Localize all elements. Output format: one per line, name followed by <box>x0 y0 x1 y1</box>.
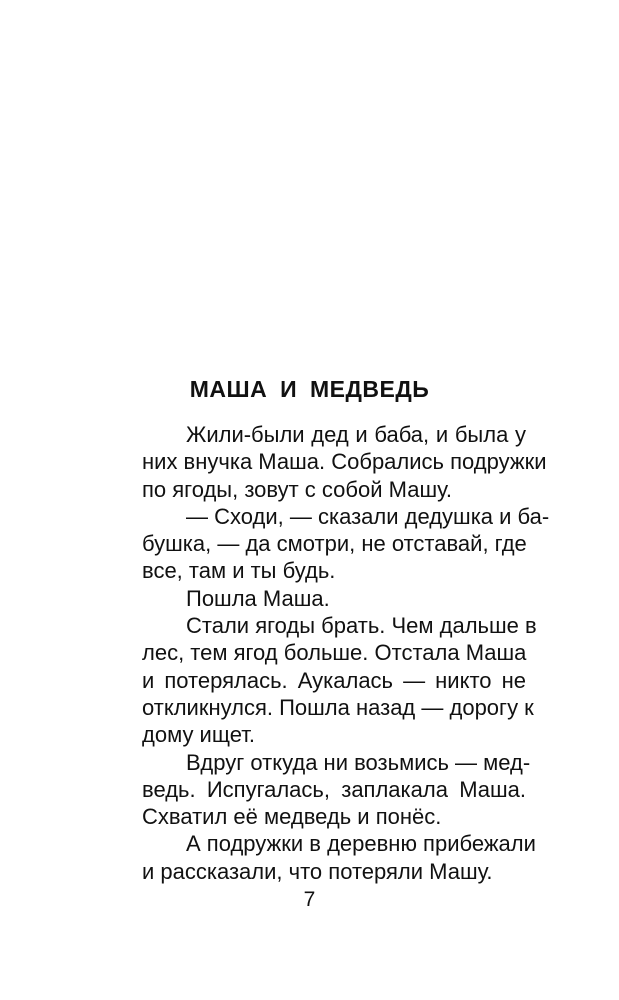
text-line: Вдруг откуда ни возьмись — мед- <box>186 749 531 775</box>
story-title: МАША И МЕДВЕДЬ <box>189 376 430 402</box>
text-line: А подружки в деревню прибежали <box>186 831 536 857</box>
text-line: Стали ягоды брать. Чем дальше в <box>186 613 537 639</box>
text-line: лес, тем ягод больше. Отстала Маша <box>142 640 527 666</box>
paragraph <box>98 749 531 831</box>
text-line: откликнулся. Пошла назад — дорогу к <box>142 694 534 720</box>
text-line: бушка, — да смотри, не отставай, где <box>142 531 527 557</box>
page-number: 7 <box>303 888 316 911</box>
text-line: дому ищет. <box>142 722 255 748</box>
paragraph <box>98 830 536 885</box>
text-line: и рассказали, что потеряли Машу. <box>142 858 493 884</box>
text-line: ведь. Испугалась, заплакала Маша. <box>142 776 526 802</box>
text-line: них внучка Маша. Собрались подружки <box>142 449 547 475</box>
story-text <box>98 421 550 885</box>
text-line: Жили-были дед и баба, и была у <box>186 422 526 447</box>
text-line: Пошла Маша. <box>186 585 330 611</box>
text-line: все, там и ты будь. <box>142 558 336 584</box>
text-line: Схватил её медведь и понёс. <box>142 804 442 830</box>
paragraph <box>98 421 547 503</box>
text-line: по ягоды, зовут с собой Машу. <box>142 476 453 502</box>
paragraph <box>98 503 550 585</box>
text-line: — Сходи, — сказали дедушка и ба- <box>186 503 550 529</box>
paragraph <box>98 585 526 612</box>
paragraph <box>98 612 537 748</box>
text-line: и потерялась. Аукалась — никто не <box>142 667 526 693</box>
